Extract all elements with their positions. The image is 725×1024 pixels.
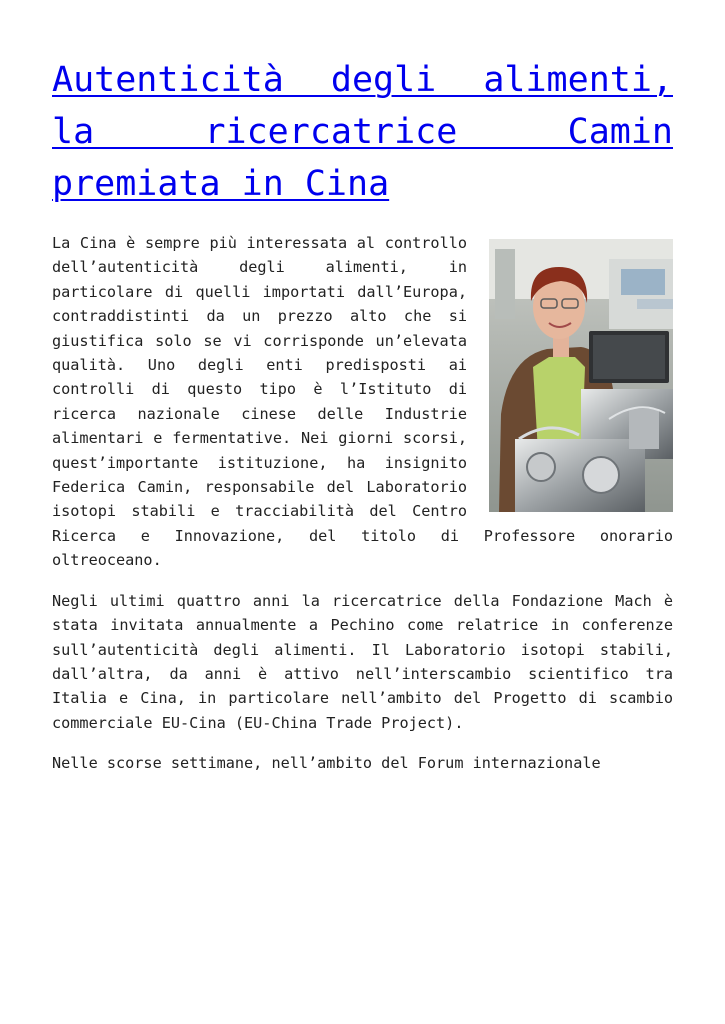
article-paragraph-1	[52, 231, 673, 573]
article-photo	[489, 239, 673, 512]
article-paragraph-1-text: La Cina è sempre più interessata al controllo dell’autenticità degli alimenti, in particolare di quelli importati dall’Europa, contraddistinti da un prezzo alto che si giustifica solo se vi corrisponde un’elevata qualità. Uno degli enti predisposti ai controlli di questo tipo è l’Istituto di ricerca nazionale cinese delle Industrie alimentari e fermentative. Nei giorni scorsi, quest’importante istituzione, ha insignito Federica Camin, responsabile del Laboratorio isotopi stabili e tracciabilità del Centro Ricerca e Innovazione, del titolo di Professore onorario oltreoceano.	[52, 234, 673, 570]
article-paragraph-3: Nelle scorse settimane, nell’ambito del Forum internazionale	[52, 754, 601, 773]
article-paragraph-2: Negli ultimi quattro anni la ricercatrice della Fondazione Mach è stata invitata annualmente a Pechino come relatrice in conferenze sull’autenticità degli alimenti. Il Laboratorio isotopi stabili, dall’altra, da anni è attivo nell’interscambio scientifico tra Italia e Cina, in particolare nell’ambito del Progetto di scambio commerciale EU-Cina (EU-China Trade Project).	[52, 591, 673, 732]
article-title-link[interactable]: Autenticità degli alimenti, la ricercatrice Camin premiata in Cina	[52, 60, 673, 204]
article-title	[52, 54, 673, 210]
article	[52, 54, 673, 792]
